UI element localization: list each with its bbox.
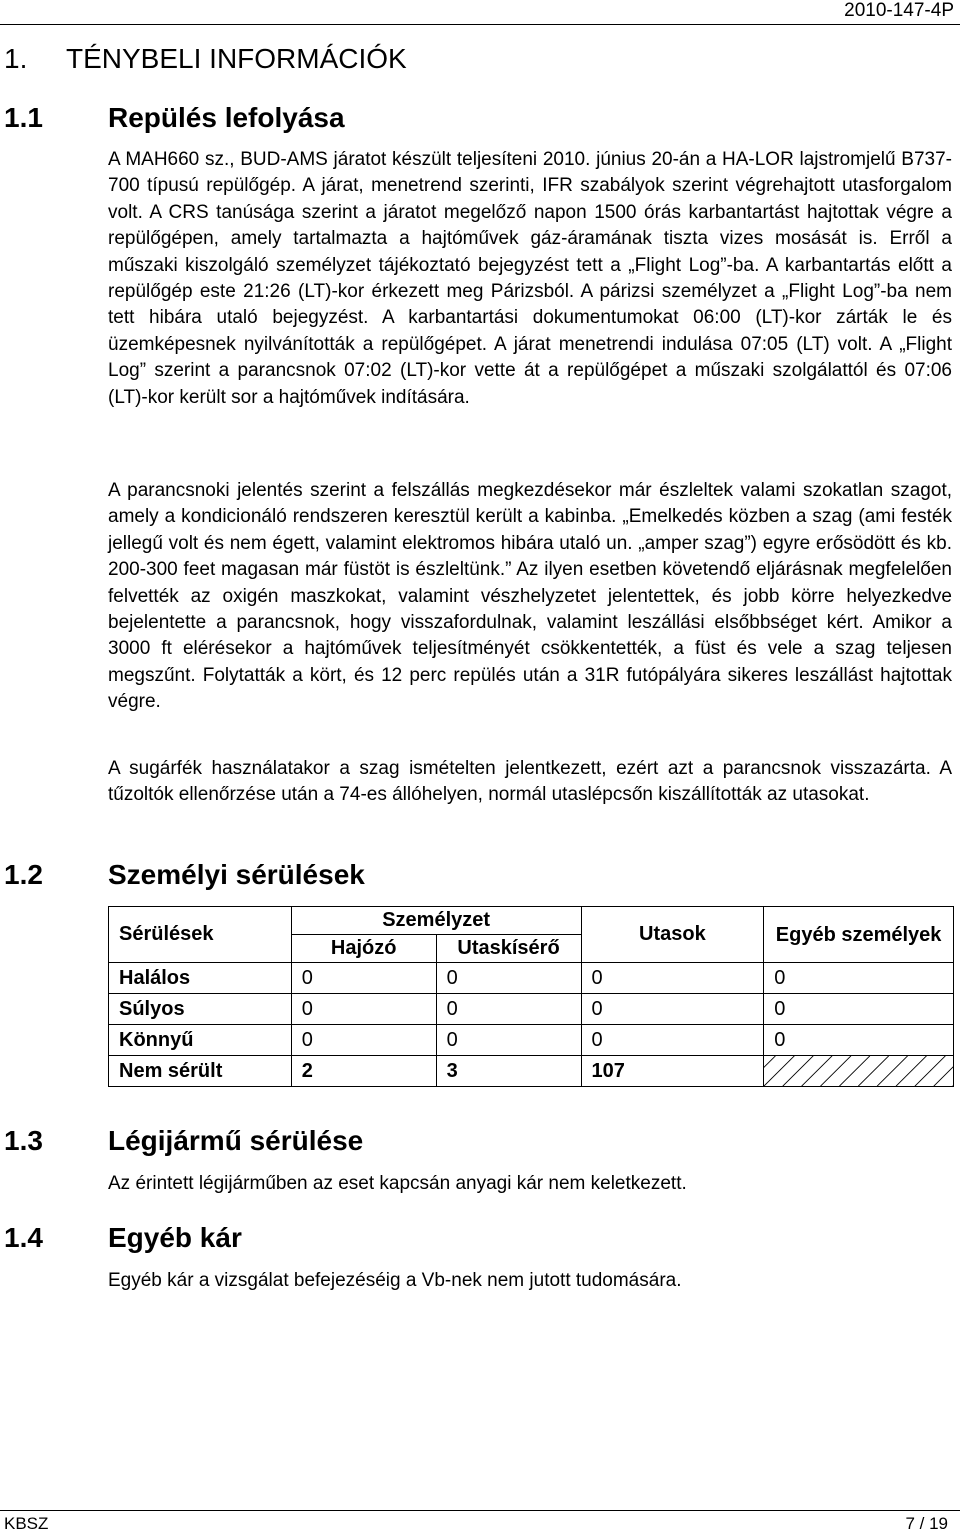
cell-cabin-crew: 0 (436, 1025, 581, 1056)
chapter-number: 1. (4, 43, 28, 74)
row-label: Súlyos (109, 994, 292, 1025)
section-heading-1-3 (4, 1124, 363, 1158)
cell-other: 0 (764, 994, 954, 1025)
cell-cabin-crew: 0 (436, 994, 581, 1025)
section-title: Egyéb kár (108, 1222, 242, 1253)
section-heading-1-2 (4, 858, 365, 892)
footer-org: KBSZ (4, 1514, 49, 1533)
col-header-flight-crew: Hajózó (291, 935, 436, 963)
cell-passengers: 0 (581, 994, 764, 1025)
header-divider (0, 24, 960, 25)
paragraph-other-damage: Egyéb kár a vizsgálat befejezéséig a Vb-nek nem jutott tudomására. (108, 1270, 682, 1291)
cell-passengers: 0 (581, 963, 764, 994)
table-row (109, 1056, 954, 1087)
section-title: Repülés lefolyása (108, 102, 345, 133)
col-header-other: Egyéb személyek (764, 907, 954, 963)
cell-passengers: 107 (581, 1056, 764, 1087)
section-title: Személyi sérülések (108, 859, 365, 890)
section-number: 1.1 (4, 102, 43, 133)
table-row (109, 994, 954, 1025)
cell-flight-crew: 2 (291, 1056, 436, 1087)
cell-passengers: 0 (581, 1025, 764, 1056)
row-label: Könnyű (109, 1025, 292, 1056)
chapter-heading (4, 42, 407, 76)
cell-other: 0 (764, 963, 954, 994)
cell-flight-crew: 0 (291, 1025, 436, 1056)
cell-other: 0 (764, 1025, 954, 1056)
diagonal-hatch (764, 1056, 953, 1086)
section-number: 1.2 (4, 859, 43, 890)
paragraph-flight-2: A parancsnoki jelentés szerint a felszállás megkezdésekor már észleltek valami szokatlan szagot, amely a kondicionáló rendszeren keresztül került a kabinba. „Emelkedés közben a szag (ami festék jellegű volt és nem égett, valamint elektromos hibára utaló un. „amper szag”) egyre erősödött és kb. 200-300 feet magasan már füstöt is észleltünk.” Az ilyen esetben követendő eljárásnak megfelelően felvették az oxigén maszkokat, valamint vészhelyzetet jelentettek, és jobb körre helyezkedve bejelentette a parancsnok, hogy visszafordulnak, valamint leszállási elsőbbséget kért. Amikor a 3000 ft elérésekor a hajtóművek teljesítményét csökkentették, a füst és vele a szag teljesen megszűnt. Folytatták a kört, és 12 perc repülés után a 31R futópályára sikeres leszállást hajtottak végre. (108, 480, 952, 713)
footer-page-number: 7 / 19 (905, 1514, 948, 1533)
cell-other-na (764, 1056, 954, 1087)
table-row (109, 963, 954, 994)
document-id: 2010-147-4P (844, 0, 954, 21)
chapter-title: TÉNYBELI INFORMÁCIÓK (66, 43, 407, 74)
cell-flight-crew: 0 (291, 994, 436, 1025)
footer-divider (0, 1510, 960, 1511)
col-header-crew: Személyzet (291, 907, 581, 935)
cell-cabin-crew: 3 (436, 1056, 581, 1087)
cell-flight-crew: 0 (291, 963, 436, 994)
section-number: 1.3 (4, 1125, 43, 1156)
section-number: 1.4 (4, 1222, 43, 1253)
col-header-injuries: Sérülések (109, 907, 292, 963)
cell-cabin-crew: 0 (436, 963, 581, 994)
col-header-passengers: Utasok (581, 907, 764, 963)
section-heading-1-4 (4, 1221, 242, 1255)
table-row (109, 1025, 954, 1056)
paragraph-flight-1: A MAH660 sz., BUD-AMS járatot készült teljesíteni 2010. június 20-án a HA-LOR lajstromjelű B737-700 típusú repülőgép. A járat, menetrend szerinti, IFR szabályok szerint végrehajtott utasforgalom volt. A CRS tanúsága szerint a járatot megelőző napon 1500 órás karbantartást hajtottak végre a repülőgépen, amely tartalmazta a hajtóművek gáz-áramának tiszta vizes mosását is. Erről a műszaki kiszolgáló személyzet tájékoztató bejegyzést tett a „Flight Log”-ba. A karbantartás előtt a repülőgép este 21:26 (LT)-kor érkezett meg Párizsból. A párizsi személyzet a „Flight Log”-ba nem tett hibára utaló bejegyzést. A karbantartási dokumentumokat 06:00 (LT)-kor zárták le és üzemképesnek nyilvánították a repülőgépet. A járat menetrendi indulása 07:05 (LT) volt. A „Flight Log” szerint a parancsnok 07:02 (LT)-kor vette át a repülőgépet a műszaki szolgálattól és 07:06 (LT)-kor került sor a hajtóművek indítására. (108, 149, 952, 408)
row-label: Nem sérült (109, 1056, 292, 1087)
col-header-cabin-crew: Utaskísérő (436, 935, 581, 963)
paragraph-aircraft-damage: Az érintett légijárműben az eset kapcsán anyagi kár nem keletkezett. (108, 1173, 687, 1194)
section-heading-1-1 (4, 101, 345, 135)
injury-table (108, 906, 954, 1087)
section-title: Légijármű sérülése (108, 1125, 364, 1156)
row-label: Halálos (109, 963, 292, 994)
paragraph-flight-3: A sugárfék használatakor a szag ismételten jelentkezett, ezért azt a parancsnok visszazárta. A tűzoltók ellenőrzése után a 74-es állóhelyen, normál utaslépcsőn kiszállították az utasokat. (108, 758, 952, 806)
